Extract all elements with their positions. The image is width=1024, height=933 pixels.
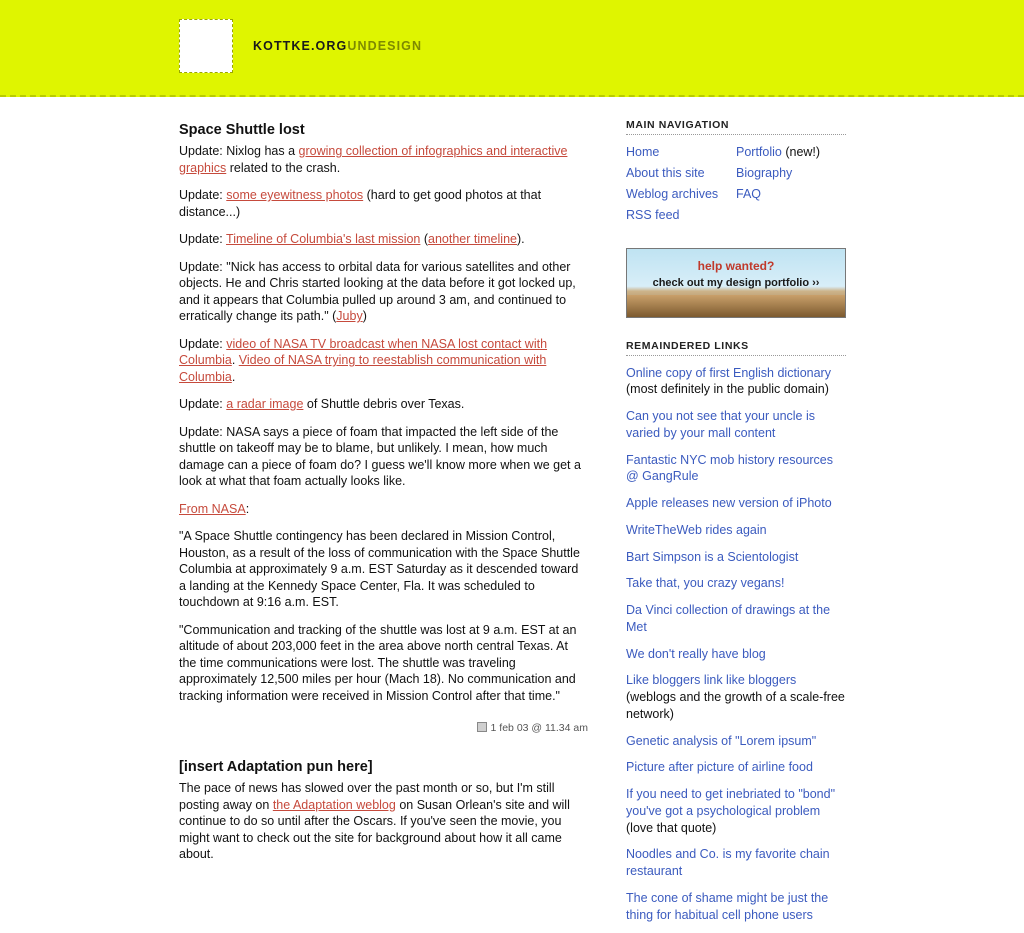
- content-text: The pace of news has slowed over the past month or so, but I'm still posting away on: [179, 781, 555, 812]
- content-text: .: [231, 353, 239, 368]
- site-subtitle: UNDESIGN: [347, 39, 423, 53]
- sidebar-item-about-this-site[interactable]: About this site: [626, 165, 705, 180]
- content-text: Update:: [179, 336, 227, 351]
- remaindered-link[interactable]: Apple releases new version of iPhoto: [626, 496, 832, 510]
- content-text: "Communication and tracking of the shuttle was lost at 9 a.m. EST at an altitude of about 203,000 feet in the area above north central Texas. At the time communications were lost. The shuttle was traveling approximately 12,500 miles per hour (Mach 18). No communication and tracking information were received in Mission Control after that time.": [179, 622, 577, 703]
- sidebar-item-weblog-archives[interactable]: Weblog archives: [626, 186, 719, 201]
- remaindered-link-item: [626, 733, 846, 750]
- remaindered-link-item: [626, 602, 846, 636]
- portfolio-ad-banner[interactable]: [626, 248, 846, 318]
- remaindered-link-item: [626, 786, 846, 836]
- content-link[interactable]: Juby: [336, 309, 363, 324]
- content-text: (hard to get good photos at that distance...): [179, 188, 542, 219]
- timestamp-text: 1 feb 03 @ 11.34 am: [490, 722, 588, 735]
- entry-paragraph: [179, 231, 588, 248]
- entry-paragraph: [179, 622, 588, 705]
- site-title: [253, 39, 422, 53]
- ad-subline: check out my design portfolio ››: [652, 276, 820, 289]
- entry-paragraph: [179, 259, 588, 325]
- content-link[interactable]: a radar image: [226, 397, 304, 412]
- sidebar-item-faq[interactable]: FAQ: [736, 186, 762, 201]
- content-text: Update: Nixlog has a: [179, 144, 299, 159]
- remaindered-link-item: [626, 365, 846, 399]
- entry-paragraph: [179, 187, 588, 220]
- remaindered-link[interactable]: We don't really have blog: [626, 646, 766, 661]
- entry-paragraph: [179, 396, 588, 413]
- nav-item: [736, 186, 846, 203]
- nav-item: [626, 207, 736, 224]
- ad-ground-graphic: [627, 295, 845, 317]
- remaindered-link-item: [626, 646, 846, 663]
- content-text: "A Space Shuttle contingency has been declared in Mission Control, Houston, as a result of the loss of communication with the Space Shuttle Columbia at approximately 9 a.m. EST Saturday as it descended toward a landing at the Kennedy Space Center, Fla. It was scheduled to touchdown at 9:16 a.m. EST.: [179, 529, 580, 610]
- sidebar-item-rss-feed[interactable]: RSS feed: [626, 207, 680, 222]
- content-link[interactable]: Video of NASA trying to reestablish communication with Columbia: [179, 353, 547, 384]
- entry-paragraph: [179, 501, 588, 518]
- ad-headline: help wanted?: [697, 258, 775, 273]
- entry-timestamp: [179, 722, 588, 736]
- content-text: ): [362, 309, 367, 324]
- header-inner: [179, 19, 422, 73]
- content-text: Update:: [179, 397, 227, 412]
- content-link[interactable]: the Adaptation weblog: [272, 797, 396, 812]
- site-header: [0, 0, 1024, 97]
- remaindered-links-heading: REMAINDERED LINKS: [626, 340, 846, 356]
- entry-paragraph: [179, 780, 588, 863]
- nav-column-right: [736, 144, 846, 228]
- remaindered-link-item: [626, 549, 846, 566]
- nav-item: [626, 144, 736, 161]
- sidebar: [626, 119, 846, 933]
- remaindered-link[interactable]: Take that, you crazy vegans!: [626, 576, 785, 591]
- nav-item: [626, 165, 736, 182]
- nav-item: [626, 186, 736, 203]
- remaindered-link[interactable]: Bart Simpson is a Scientologist: [626, 549, 799, 564]
- entry-paragraph: [179, 336, 588, 386]
- remaindered-link[interactable]: If you need to get inebriated to "bond" you've got a psychological problem: [626, 787, 836, 818]
- content-link[interactable]: growing collection of infographics and interactive graphics: [179, 144, 568, 175]
- remaindered-link[interactable]: The cone of shame might be just the thing for habitual cell phone users: [626, 890, 829, 922]
- remaindered-links-list: [626, 365, 846, 924]
- nav-item-note: (new!): [781, 145, 821, 159]
- remaindered-link[interactable]: Picture after picture of airline food: [626, 760, 813, 775]
- sidebar-item-biography[interactable]: Biography: [736, 165, 793, 180]
- content-text: on Susan Orlean's site and will continue to do so until after the Oscars. If you've seen the movie, you might want to check out the site for background about how it all came about.: [179, 797, 570, 862]
- entry-paragraph: [179, 528, 588, 611]
- content-text: of Shuttle debris over Texas.: [303, 397, 465, 412]
- content-text: related to the crash.: [226, 160, 341, 175]
- nav-item: [736, 165, 846, 182]
- remaindered-link[interactable]: Online copy of first English dictionary: [626, 365, 831, 380]
- remaindered-links-section: [626, 340, 846, 924]
- remaindered-link-item: [626, 575, 846, 592]
- remaindered-link[interactable]: Noodles and Co. is my favorite chain restaurant: [626, 847, 830, 878]
- main-navigation-heading: MAIN NAVIGATION: [626, 119, 846, 135]
- content-text: Update: NASA says a piece of foam that impacted the left side of the shuttle on takeoff may be to blame, but unlikely. I mean, how much damage can a piece of foam do? I guess we'll know more when we get a look at what that foam actually looks like.: [179, 424, 581, 489]
- content-text: :: [245, 501, 250, 516]
- nav-item: [736, 144, 846, 161]
- remaindered-link-note: (most definitely in the public domain): [626, 382, 829, 397]
- main-content: [179, 121, 588, 874]
- logo-placeholder: [179, 19, 233, 73]
- remaindered-link[interactable]: Fantastic NYC mob history resources @ GangRule: [626, 452, 834, 484]
- remaindered-link-item: [626, 890, 846, 924]
- content-text: ).: [516, 232, 525, 247]
- remaindered-link[interactable]: Can you not see that your uncle is varied by your mall content: [626, 409, 816, 440]
- remaindered-link-item: [626, 408, 846, 442]
- remaindered-link[interactable]: Genetic analysis of "Lorem ipsum": [626, 733, 817, 748]
- remaindered-link-item: [626, 672, 846, 722]
- remaindered-link-note: (love that quote): [626, 820, 717, 835]
- content-link[interactable]: another timeline: [428, 232, 517, 247]
- content-text: (: [420, 232, 429, 247]
- main-navigation: [626, 144, 846, 228]
- sidebar-item-home[interactable]: Home: [626, 145, 660, 159]
- content-text: .: [231, 369, 236, 384]
- entry-title: Space Shuttle lost: [179, 122, 305, 138]
- entry-paragraph: [179, 424, 588, 490]
- site-name: KOTTKE.ORG: [253, 39, 348, 53]
- remaindered-link[interactable]: WriteTheWeb rides again: [626, 522, 767, 537]
- remaindered-link-item: [626, 522, 846, 539]
- nav-column-left: [626, 144, 736, 228]
- content-text: Update:: [179, 188, 227, 203]
- permalink-icon[interactable]: [477, 722, 487, 732]
- content-text: Update: "Nick has access to orbital data for various satellites and other objects. He and Chris started looking at the data before it got locked up, and it appears that Columbia pulled up around 3 am, and continued to erratically change its path." (: [179, 259, 576, 324]
- content-text: Update:: [179, 232, 227, 247]
- content-link[interactable]: some eyewitness photos: [226, 188, 364, 203]
- sidebar-item-portfolio[interactable]: Portfolio: [736, 145, 782, 159]
- entry-spacer: [179, 736, 588, 758]
- content-link[interactable]: video of NASA TV broadcast when NASA lost contact with Columbia: [179, 336, 548, 368]
- remaindered-link[interactable]: Like bloggers link like bloggers: [626, 673, 797, 688]
- remaindered-link[interactable]: Da Vinci collection of drawings at the Met: [626, 603, 831, 634]
- remaindered-link-item: [626, 495, 846, 512]
- remaindered-link-item: [626, 452, 846, 486]
- entry-paragraph: [179, 143, 588, 176]
- content-link[interactable]: From NASA: [179, 501, 246, 516]
- entry-title: [insert Adaptation pun here]: [179, 758, 373, 775]
- remaindered-link-item: [626, 846, 846, 880]
- remaindered-link-note: (weblogs and the growth of a scale-free network): [626, 690, 845, 721]
- content-link[interactable]: Timeline of Columbia's last mission: [226, 232, 421, 247]
